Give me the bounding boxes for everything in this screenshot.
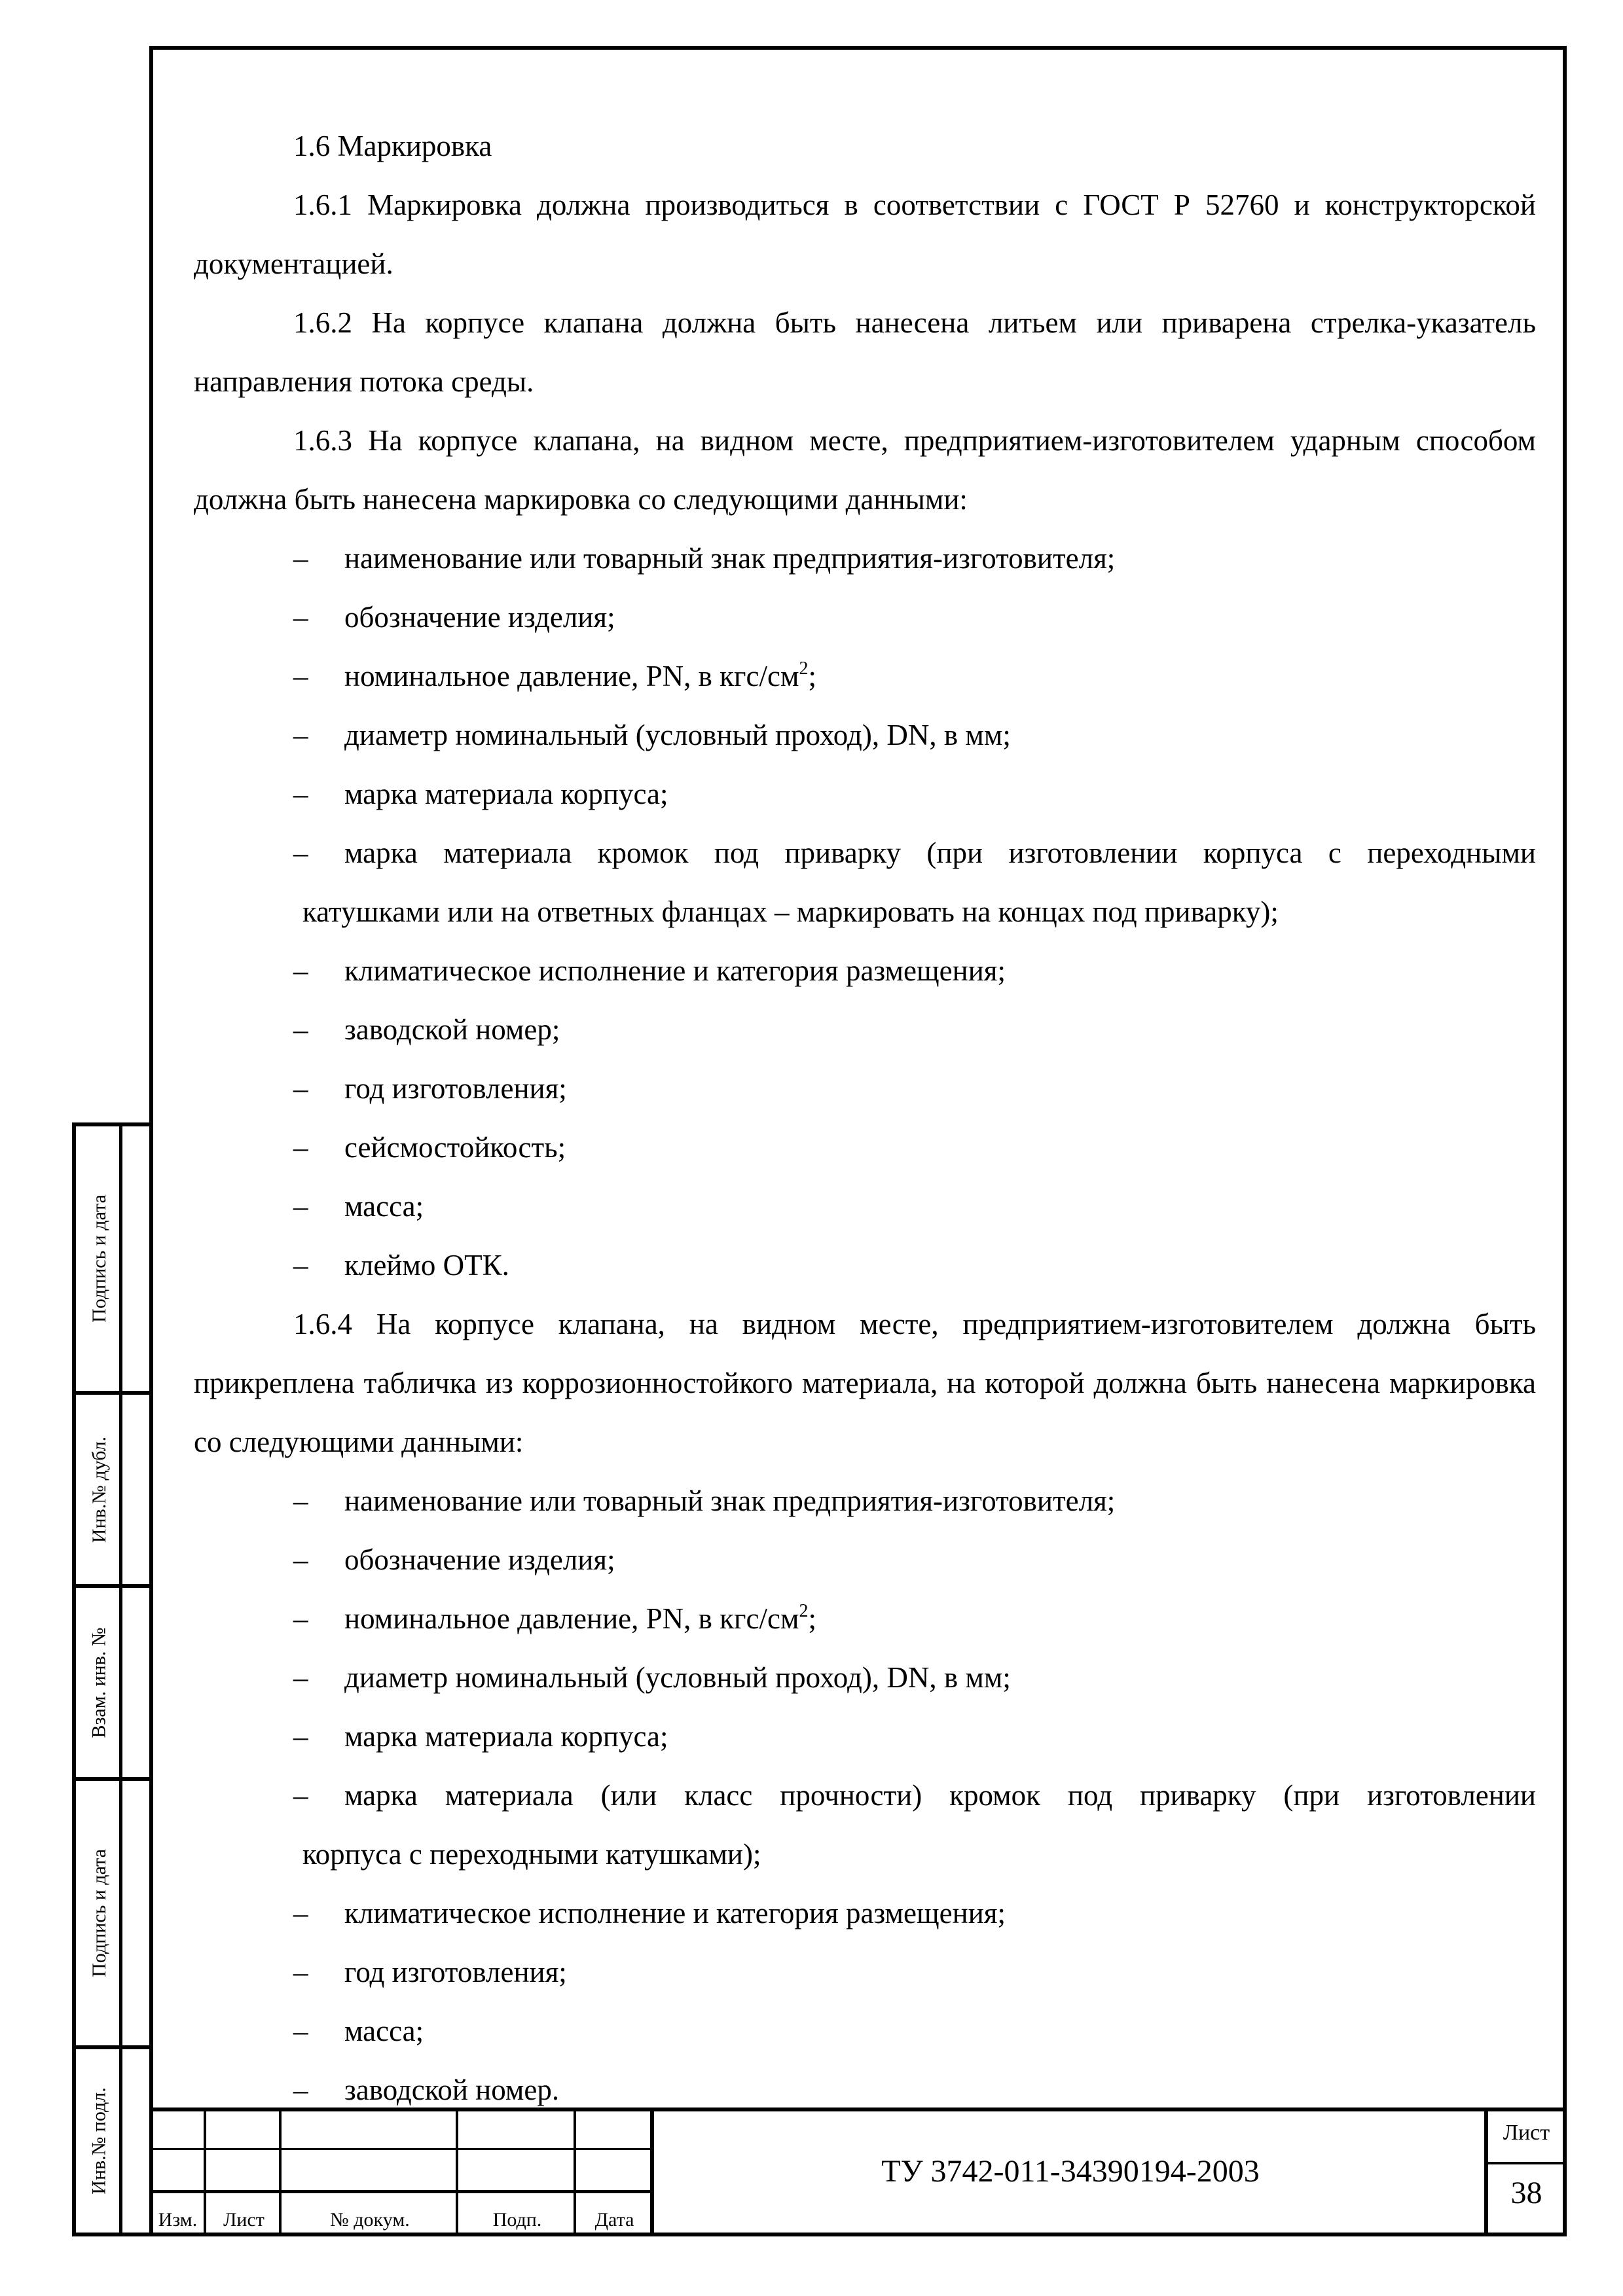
list-item: – заводской номер. <box>293 2073 560 2106</box>
side-cell-signature-date-1 <box>72 1122 149 1391</box>
marking-list-2 <box>194 1471 1536 2119</box>
side-label: Инв.№ дубл. <box>88 1436 110 1543</box>
list-item: – заводской номер; <box>293 1013 560 1046</box>
col-izm: Изм. <box>158 2209 198 2231</box>
side-cell-signature-date-2 <box>72 1777 149 2045</box>
paragraph-1-6-2: 1.6.2 На корпусе клапана должна быть нанесена литьем или приварена стрелка-указатель направления потока среды. <box>194 306 1536 398</box>
marking-list-1 <box>194 529 1536 1295</box>
list-item: – климатическое исполнение и категория размещения; <box>293 954 1006 987</box>
side-label: Инв.№ подл. <box>88 2087 110 2195</box>
document-body <box>194 117 1536 2119</box>
list-item: – климатическое исполнение и категория размещения; <box>293 1897 1006 1929</box>
side-label: Подпись и дата <box>88 1194 111 1323</box>
list-item-continuation: катушками или на ответных фланцах – маркировать на концах под приварку); <box>302 895 1279 928</box>
list-item: – наименование или товарный знак предприятия-изготовителя; <box>293 542 1116 575</box>
paragraph-1-6-4: 1.6.4 На корпусе клапана, на видном месте, предприятием-изготовителем должна быть прикреплена табличка из коррозионностойкого материала, на которой должна быть нанесена маркировка со следующими данными: <box>194 1308 1536 1458</box>
list-item: – год изготовления; <box>293 1072 567 1105</box>
list-item: – номинальное давление, PN, в кгс/$см^2$; <box>293 1601 816 1635</box>
list-item-continuation: корпуса с переходными катушками); <box>302 1838 761 1871</box>
side-label: Подпись и дата <box>88 1849 111 1977</box>
col-list: Лист <box>223 2209 264 2231</box>
list-item: – марка материала (или класс прочности) кромок под приварку (при изготовлении <box>293 1779 1536 1812</box>
side-cell-vzam-inv <box>72 1584 149 1777</box>
list-item: – сейсмостойкость; <box>293 1131 566 1164</box>
list-item: – масса; <box>293 2015 424 2047</box>
list-item: – масса; <box>293 1190 424 1223</box>
col-podp: Подп. <box>492 2209 542 2231</box>
side-cell-inv-podl <box>72 2045 149 2236</box>
list-item: – марка материала кромок под приварку (при изготовлении корпуса с переходными <box>293 836 1536 869</box>
list-item: – наименование или товарный знак предприятия-изготовителя; <box>293 1484 1116 1517</box>
list-item: – клеймо ОТК. <box>293 1249 509 1282</box>
list-item: – марка материала корпуса; <box>293 1720 668 1753</box>
sheet-label: Лист <box>1503 2121 1550 2145</box>
list-item: – обозначение изделия; <box>293 601 615 634</box>
list-item: – год изготовления; <box>293 1956 567 1988</box>
document-number: ТУ 3742-011-34390194-2003 <box>881 2154 1260 2189</box>
list-item: – диаметр номинальный (условный проход), DN, в мм; <box>293 1661 1011 1694</box>
side-cell-inv-dubl <box>72 1391 149 1584</box>
list-item: – номинальное давление, PN, в кгс/$см^2$; <box>293 658 816 692</box>
section-title: 1.6 Маркировка <box>293 130 492 162</box>
paragraph-1-6-1: 1.6.1 Маркировка должна производиться в соответствии с ГОСТ Р 52760 и конструкторской документацией. <box>194 188 1536 280</box>
sheet-number: 38 <box>1510 2176 1542 2210</box>
list-item: – марка материала корпуса; <box>293 778 668 810</box>
col-dokum: № докум. <box>330 2209 410 2231</box>
list-item: – обозначение изделия; <box>293 1543 615 1576</box>
list-item: – диаметр номинальный (условный проход), DN, в мм; <box>293 719 1011 751</box>
col-data: Дата <box>594 2209 634 2231</box>
side-label: Взам. инв. № <box>88 1626 110 1738</box>
paragraph-1-6-3: 1.6.3 На корпусе клапана, на видном месте, предприятием-изготовителем ударным способом должна быть нанесена маркировка со следующими данными: <box>194 424 1536 516</box>
side-stamp <box>72 1122 149 2236</box>
